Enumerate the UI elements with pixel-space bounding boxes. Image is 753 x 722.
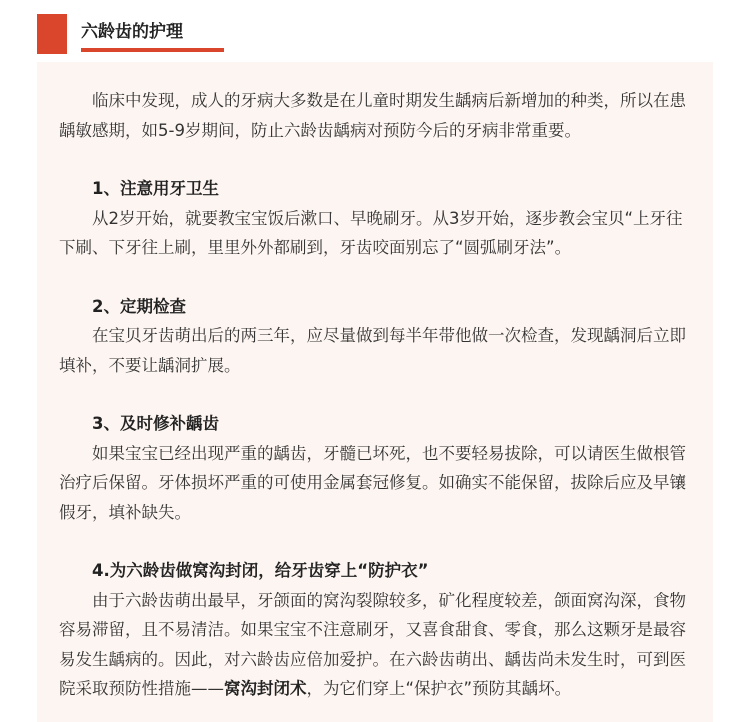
sealant-text-after: ，为它们穿上“保护衣”预防其龋坏。 bbox=[306, 679, 572, 698]
page-title: 六龄齿的护理 bbox=[81, 22, 183, 42]
section-body-sealant bbox=[59, 586, 691, 704]
section-body-hygiene: 从2岁开始，就要教宝宝饭后漱口、早晚刷牙。从3岁开始，逐步教会宝贝“上牙往下刷、下牙往上刷，里里外外都刷到，牙齿咬面别忘了“圆弧刷牙法”。 bbox=[59, 208, 683, 257]
header-accent-block bbox=[37, 14, 67, 54]
sealant-text-before: 由于六龄齿萌出最早，牙颌面的窝沟裂隙较多，矿化程度较差，颌面窝沟深，食物容易滞留，且不易清洁。如果宝宝不注意刷牙，又喜食甜食、零食，那么这颗牙是最容易发生龋病的。因此，对六龄齿应倍加爱护。在六龄齿萌出、龋齿尚未发生时，可到医院采取预防性措施—— bbox=[59, 590, 686, 698]
sealant-term: 窝沟封闭术 bbox=[224, 679, 307, 698]
section-title-sealant: 4.为六龄齿做窝沟封闭，给牙齿穿上“防护衣” bbox=[92, 561, 429, 580]
section-title-hygiene: 1、注意用牙卫生 bbox=[92, 179, 219, 198]
section-title-checkup: 2、定期检查 bbox=[92, 296, 186, 316]
section-body-checkup: 在宝贝牙齿萌出后的两三年，应尽量做到每半年带他做一次检查，发现龋洞后立即填补，不要让龋洞扩展。 bbox=[59, 326, 686, 375]
section-body-repair: 如果宝宝已经出现严重的龋齿，牙髓已坏死，也不要轻易拔除，可以请医生做根管治疗后保留。牙体损坏严重的可使用金属套冠修复。如确实不能保留，拔除后应及早镶假牙，填补缺失。 bbox=[59, 443, 686, 522]
section-header bbox=[37, 14, 197, 54]
intro-paragraph: 临床中发现，成人的牙病大多数是在儿童时期发生龋病后新增加的种类，所以在患龋敏感期，如5-9岁期间，防止六龄齿龋病对预防今后的牙病非常重要。 bbox=[59, 91, 686, 140]
section-title-repair: 3、及时修补龋齿 bbox=[92, 414, 219, 433]
article-body bbox=[37, 62, 713, 722]
header-underline bbox=[81, 48, 224, 52]
